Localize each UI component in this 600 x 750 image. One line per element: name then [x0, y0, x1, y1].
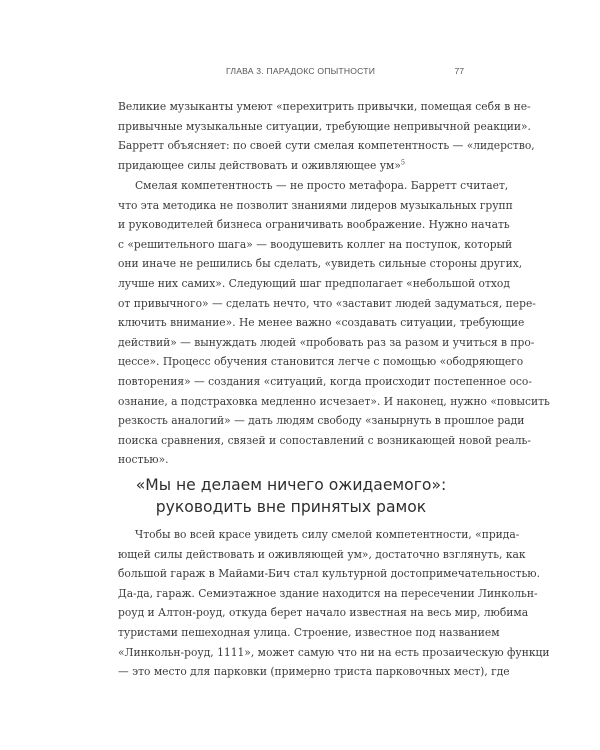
- paragraph-3: [118, 525, 550, 682]
- text-line: что эта методика не позволит знаниями лидеров музыкальных групп: [118, 198, 513, 212]
- text-line: они иначе не решились бы сделать, «увидеть сильные стороны других,: [118, 257, 523, 271]
- section-heading-line-1: «Мы не делаем ничего ожидаемого»:: [135, 476, 447, 494]
- paragraph-2: [118, 176, 550, 470]
- text-line: цессе». Процесс обучения становится легче с помощью «ободряющего: [118, 355, 524, 369]
- paragraph-1: [118, 97, 535, 175]
- page-number: 77: [454, 66, 464, 76]
- text-line: большой гараж в Майами-Бич стал культурной достопримечательностью.: [118, 567, 540, 581]
- text-line: с «решительного шага» — воодушевить коллег на поступок, который: [118, 237, 513, 251]
- text-line: действий» — вынуждать людей «пробовать раз за разом и учиться в про-: [118, 335, 535, 349]
- text-line: Великие музыканты умеют «перехитрить привычки, помещая себя в не-: [118, 100, 531, 113]
- text-line: привычные музыкальные ситуации, требующие непривычной реакции».: [118, 119, 531, 133]
- text-line: Барретт объясняет: по своей сути смелая компетентность — «лидерство,: [118, 139, 535, 153]
- section-heading: [118, 474, 464, 518]
- text-line: туристами пешеходная улица. Строение, известное под названием: [118, 625, 500, 639]
- text-line: поиска сравнения, связей и сопоставлений с возникающей новой реаль-: [118, 433, 531, 447]
- text-line: Чтобы во всей красе увидеть силу смелой компетентности, «прида-: [135, 528, 520, 541]
- text-line: и руководителей бизнеса ограничивать воображение. Нужно начать: [118, 218, 510, 232]
- text-line: резкость аналогий» — дать людям свободу «занырнуть в прошлое ради: [118, 414, 525, 428]
- section-heading-line-2: руководить вне принятых рамок: [155, 498, 427, 516]
- text-line: повторения» — создания «ситуаций, когда происходит постепенное осо-: [118, 374, 532, 388]
- footnote-marker: 5: [400, 158, 406, 167]
- text-line: роуд и Алтон-роуд, откуда берет начало известная на весь мир, любима: [118, 606, 529, 620]
- page-header: [118, 66, 464, 80]
- running-head: ГЛАВА 3. ПАРАДОКС ОПЫТНОСТИ: [226, 66, 376, 76]
- text-line: Да-да, гараж. Семиэтажное здание находится на пересечении Линкольн-: [118, 586, 538, 600]
- text-line: ностью».: [118, 453, 169, 467]
- text-line: «Линкольн-роуд, 1111», может самую что ни на есть прозаическую функци: [118, 645, 550, 659]
- text-line: [118, 156, 468, 176]
- text-line: ознание, а подстраховка медленно исчезает». И наконец, нужно «повысить: [118, 394, 550, 408]
- text-line: ключить внимание». Не менее важно «создавать ситуации, требующие: [118, 316, 525, 330]
- text-line: лучше них самих». Следующий шаг предполагает «небольшой отход: [118, 276, 510, 290]
- text-line: — это место для парковки (примерно триста парковочных мест), где: [118, 665, 510, 679]
- text-line-content: придающее силы действовать и оживляющее ум»: [118, 158, 401, 172]
- text-line: от привычного» — сделать нечто, что «заставит людей задуматься, пере-: [118, 296, 536, 310]
- text-line: Смелая компетентность — не просто метафора. Барретт считает,: [135, 179, 509, 192]
- text-line: ющей силы действовать и оживляющей ум», достаточно взглянуть, как: [118, 547, 526, 561]
